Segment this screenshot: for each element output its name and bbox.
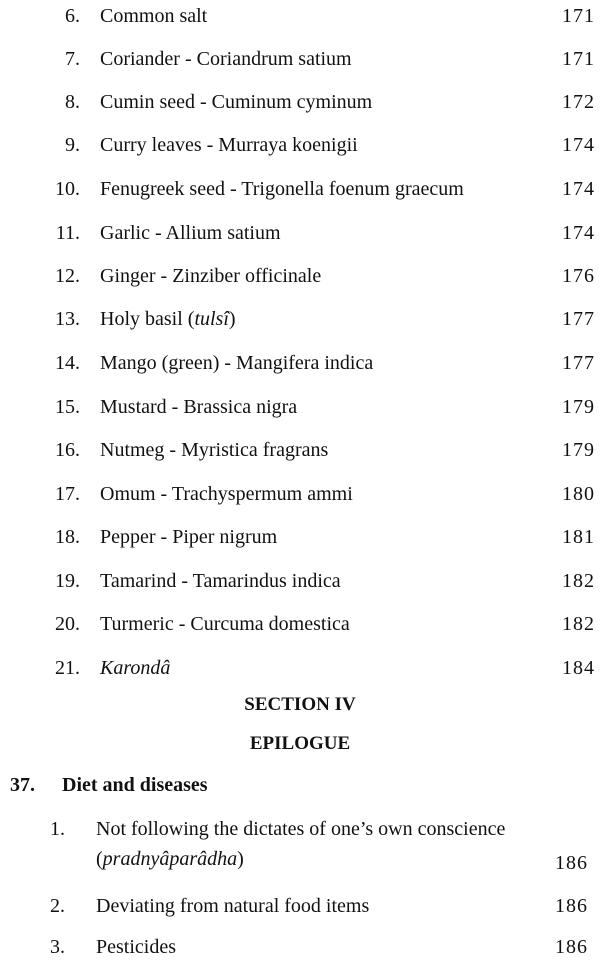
- subentry-page: 186: [555, 936, 588, 958]
- subentry-number: 3.: [50, 936, 65, 958]
- entry-page: 180: [562, 483, 595, 505]
- entry-page: 182: [562, 570, 595, 592]
- entry-title: Cumin seed - Cuminum cyminum: [100, 91, 373, 113]
- entry-title: Pepper - Piper nigrum: [100, 526, 278, 548]
- entry-page: 179: [562, 396, 595, 418]
- toc-entry: [0, 1, 600, 31]
- toc-entry: [0, 130, 600, 160]
- entry-page: 179: [562, 439, 595, 461]
- entry-title-close: ): [228, 308, 236, 330]
- toc-entry: [0, 479, 600, 509]
- entry-page: 184: [562, 657, 595, 679]
- paren-close: ): [237, 848, 244, 870]
- toc-entry: [0, 261, 600, 291]
- entry-number: 13.: [55, 308, 80, 330]
- subentry-number: 2.: [50, 895, 65, 917]
- toc-subentry: [0, 932, 600, 962]
- toc-entry: [0, 348, 600, 378]
- toc-subentry: [0, 891, 600, 921]
- subentry-number: 1.: [50, 818, 65, 840]
- entry-title: Mango (green) - Mangifera indica: [100, 352, 374, 374]
- chapter-heading: [0, 770, 600, 800]
- toc-entry: [0, 653, 600, 683]
- entry-title: [100, 304, 236, 334]
- toc-entry: [0, 44, 600, 74]
- toc-entry: [0, 392, 600, 422]
- toc-entry: [0, 304, 600, 334]
- toc-subentry: [0, 814, 600, 874]
- entry-title: Coriander - Coriandrum satium: [100, 48, 352, 70]
- entry-number: 7.: [65, 48, 80, 70]
- entry-title: Fenugreek seed - Trigonella foenum graecum: [100, 178, 464, 200]
- entry-title: Karondâ: [100, 657, 171, 679]
- entry-title: Common salt: [100, 5, 208, 27]
- entry-page: 174: [562, 178, 595, 200]
- entry-page: 176: [562, 265, 595, 287]
- entry-title-italic: tulsî: [194, 308, 229, 330]
- entry-page: 174: [562, 134, 595, 156]
- entry-number: 8.: [65, 91, 80, 113]
- entry-title: Ginger - Zinziber officinale: [100, 265, 322, 287]
- entry-number: 15.: [55, 396, 80, 418]
- entry-number: 12.: [55, 265, 80, 287]
- entry-page: 171: [562, 48, 595, 70]
- entry-page: 174: [562, 222, 595, 244]
- entry-title: Tamarind - Tamarindus indica: [100, 570, 341, 592]
- entry-page: 171: [562, 5, 595, 27]
- toc-entry: [0, 522, 600, 552]
- entry-number: 19.: [55, 570, 80, 592]
- toc-entry: [0, 87, 600, 117]
- subentry-title: Deviating from natural food items: [96, 895, 370, 917]
- subentry-title: Not following the dictates of one’s own conscience: [96, 818, 506, 840]
- entry-page: 177: [562, 352, 595, 374]
- entry-number: 20.: [55, 613, 80, 635]
- toc-entry: [0, 609, 600, 639]
- entry-page: 177: [562, 308, 595, 330]
- chapter-number: 37.: [10, 774, 35, 796]
- entry-number: 16.: [55, 439, 80, 461]
- entry-number: 11.: [55, 222, 80, 244]
- entry-number: 18.: [55, 526, 80, 548]
- toc-entry: [0, 174, 600, 204]
- entry-title: Curry leaves - Murraya koenigii: [100, 134, 358, 156]
- subentry-title-italic: pradnyâparâdha: [102, 848, 238, 870]
- toc-entry: [0, 435, 600, 465]
- entry-page: 182: [562, 613, 595, 635]
- subentry-page: 186: [555, 895, 588, 917]
- entry-number: 6.: [65, 5, 80, 27]
- subentry-page: 186: [555, 852, 588, 874]
- section-label: SECTION IV: [244, 694, 356, 715]
- chapter-title: Diet and diseases: [62, 774, 208, 796]
- toc-entry: [0, 566, 600, 596]
- entry-title-text: Holy basil (: [100, 308, 195, 330]
- subentry-title-continued: [96, 844, 244, 874]
- section-name: EPILOGUE: [249, 733, 351, 754]
- entry-title: Nutmeg - Myristica fragrans: [100, 439, 329, 461]
- entry-title: Mustard - Brassica nigra: [100, 396, 298, 418]
- entry-number: 9.: [65, 134, 80, 156]
- entry-number: 14.: [55, 352, 80, 374]
- toc-entry: [0, 218, 600, 248]
- entry-number: 10.: [55, 178, 80, 200]
- entry-number: 17.: [55, 483, 80, 505]
- entry-title: Turmeric - Curcuma domestica: [100, 613, 350, 635]
- entry-page: 181: [562, 526, 595, 548]
- entry-title: Garlic - Allium satium: [100, 222, 281, 244]
- paren-open: (: [96, 848, 103, 870]
- entry-page: 172: [562, 91, 595, 113]
- subentry-title: Pesticides: [96, 936, 176, 958]
- entry-title: Omum - Trachyspermum ammi: [100, 483, 353, 505]
- entry-number: 21.: [55, 657, 80, 679]
